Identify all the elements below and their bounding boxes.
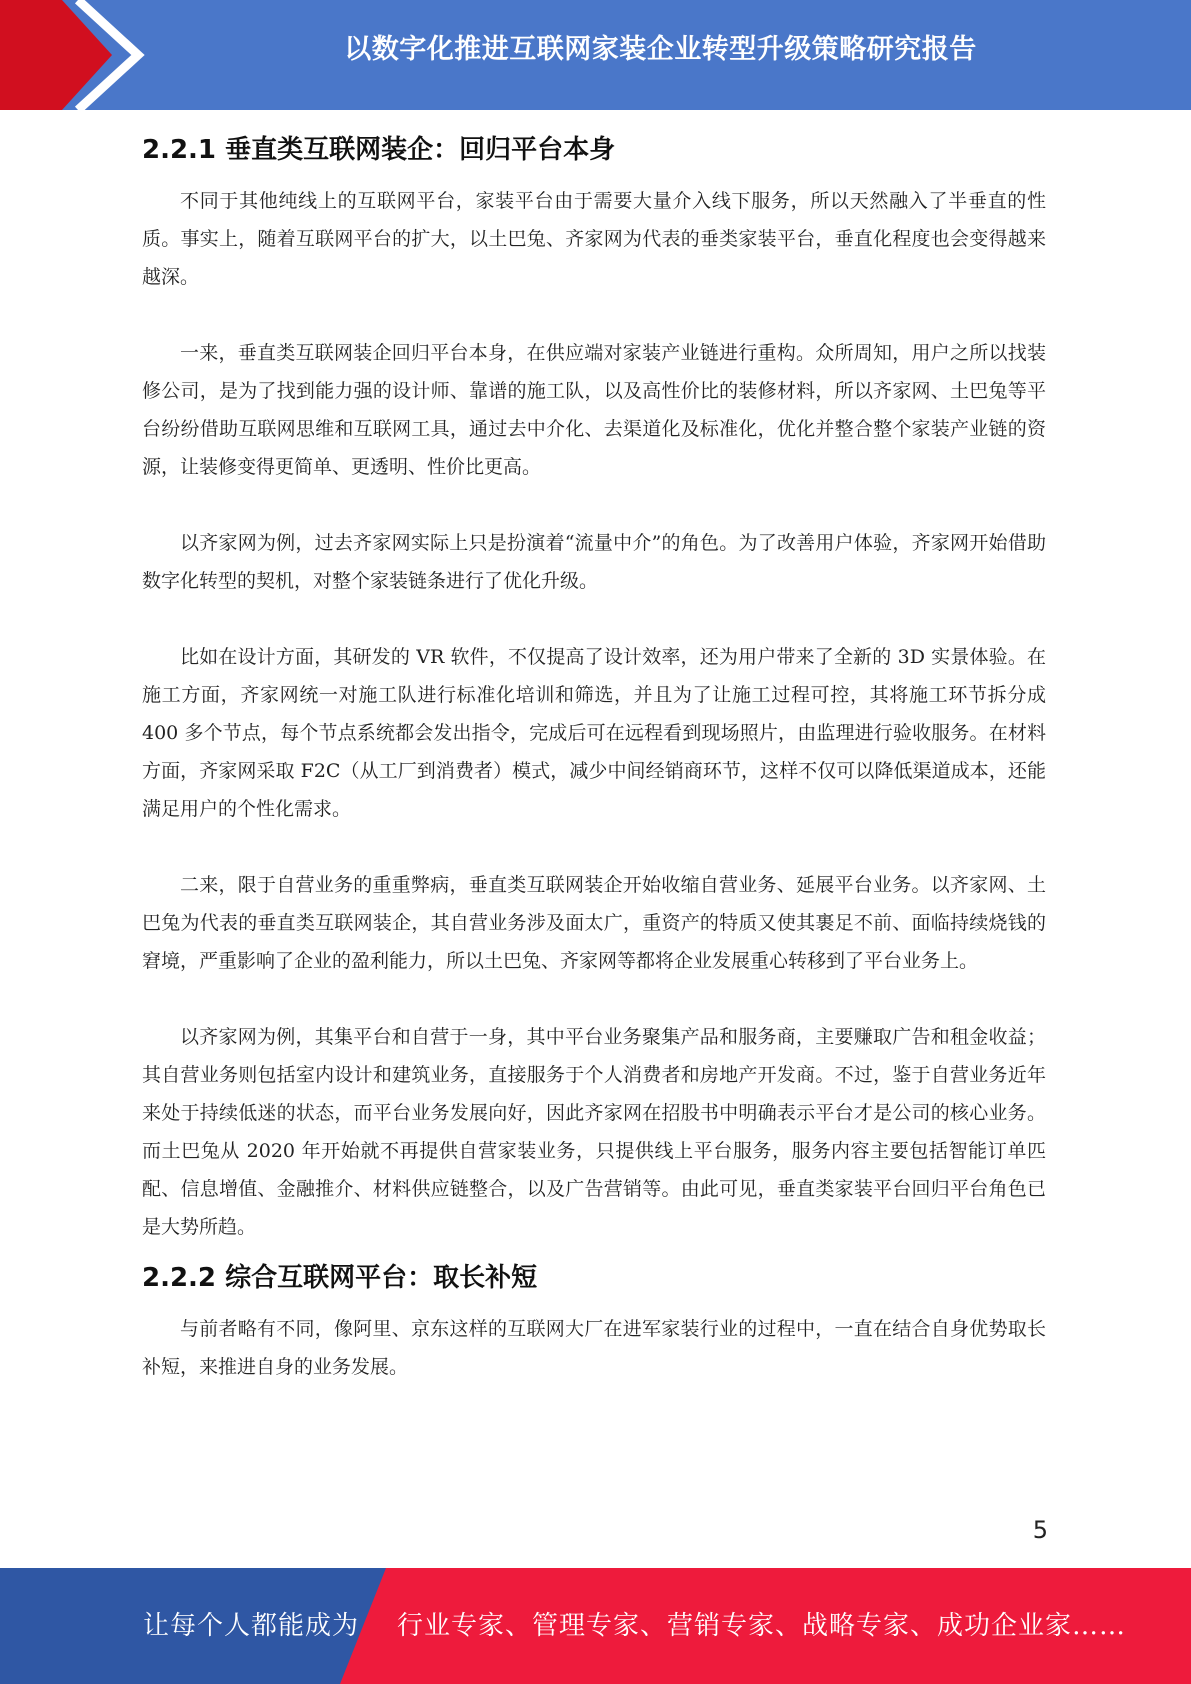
section-heading-2-2-2: 2.2.2 综合互联网平台：取长补短	[142, 1263, 538, 1293]
footer-slogan-left: 让每个人都能成为	[143, 1611, 360, 1641]
paragraph: 与前者略有不同，像阿里、京东这样的互联网大厂在进军家装行业的过程中，一直在结合自身优势取长补短，来推进自身的业务发展。	[142, 1318, 1046, 1378]
footer-slogan-right: 行业专家、管理专家、营销专家、战略专家、成功企业家……	[397, 1611, 1127, 1641]
paragraph: 一来，垂直类互联网装企回归平台本身，在供应端对家装产业链进行重构。众所周知，用户之所以找装修公司，是为了找到能力强的设计师、靠谱的施工队，以及高性价比的装修材料，所以齐家网、土巴兔等平台纷纷借助互联网思维和互联网工具，通过去中介化、去渠道化及标准化，优化并整合整个家装产业链的资源，让装修变得更简单、更透明、性价比更高。	[142, 342, 1046, 478]
paragraph: 以齐家网为例，其集平台和自营于一身，其中平台业务聚集产品和服务商，主要赚取广告和租金收益；其自营业务则包括室内设计和建筑业务，直接服务于个人消费者和房地产开发商。不过，鉴于自营业务近年来处于持续低迷的状态，而平台业务发展向好，因此齐家网在招股书中明确表示平台才是公司的核心业务。而土巴兔从 2020 年开始就不再提供自营家装业务，只提供线上平台服务，服务内容主要包括智能订单匹配、信息增值、金融推介、材料供应链整合，以及广告营销等。由此可见，垂直类家装平台回归平台角色已是大势所趋。	[142, 1026, 1046, 1238]
page-number: 5	[1032, 1516, 1048, 1544]
paragraph: 以齐家网为例，过去齐家网实际上只是扮演着“流量中介”的角色。为了改善用户体验，齐家网开始借助数字化转型的契机，对整个家装链条进行了优化升级。	[142, 532, 1046, 592]
paragraph: 比如在设计方面，其研发的 VR 软件，不仅提高了设计效率，还为用户带来了全新的 3D 实景体验。在施工方面，齐家网统一对施工队进行标准化培训和筛选，并且为了让施工过程可控，其将施工环节拆分成 400 多个节点，每个节点系统都会发出指令，完成后可在远程看到现场照片，由监理进行验收服务。在材料方面，齐家网采取 F2C（从工厂到消费者）模式，减少中间经销商环节，这样不仅可以降低渠道成本，还能满足用户的个性化需求。	[142, 646, 1046, 820]
page-content	[142, 118, 1046, 1424]
report-title: 以数字化推进互联网家装企业转型升级策略研究报告	[344, 34, 977, 65]
page-header	[0, 0, 1191, 110]
section-heading-2-2-1: 2.2.1 垂直类互联网装企：回归平台本身	[142, 135, 616, 165]
header-arrow-decoration	[0, 0, 170, 110]
paragraph: 不同于其他纯线上的互联网平台，家装平台由于需要大量介入线下服务，所以天然融入了半垂直的性质。事实上，随着互联网平台的扩大，以土巴兔、齐家网为代表的垂类家装平台，垂直化程度也会变得越来越深。	[142, 190, 1046, 288]
paragraph: 二来，限于自营业务的重重弊病，垂直类互联网装企开始收缩自营业务、延展平台业务。以齐家网、土巴兔为代表的垂直类互联网装企，其自营业务涉及面太广，重资产的特质又使其裹足不前、面临持续烧钱的窘境，严重影响了企业的盈利能力，所以土巴兔、齐家网等都将企业发展重心转移到了平台业务上。	[142, 874, 1046, 972]
page-footer	[0, 1568, 1191, 1684]
